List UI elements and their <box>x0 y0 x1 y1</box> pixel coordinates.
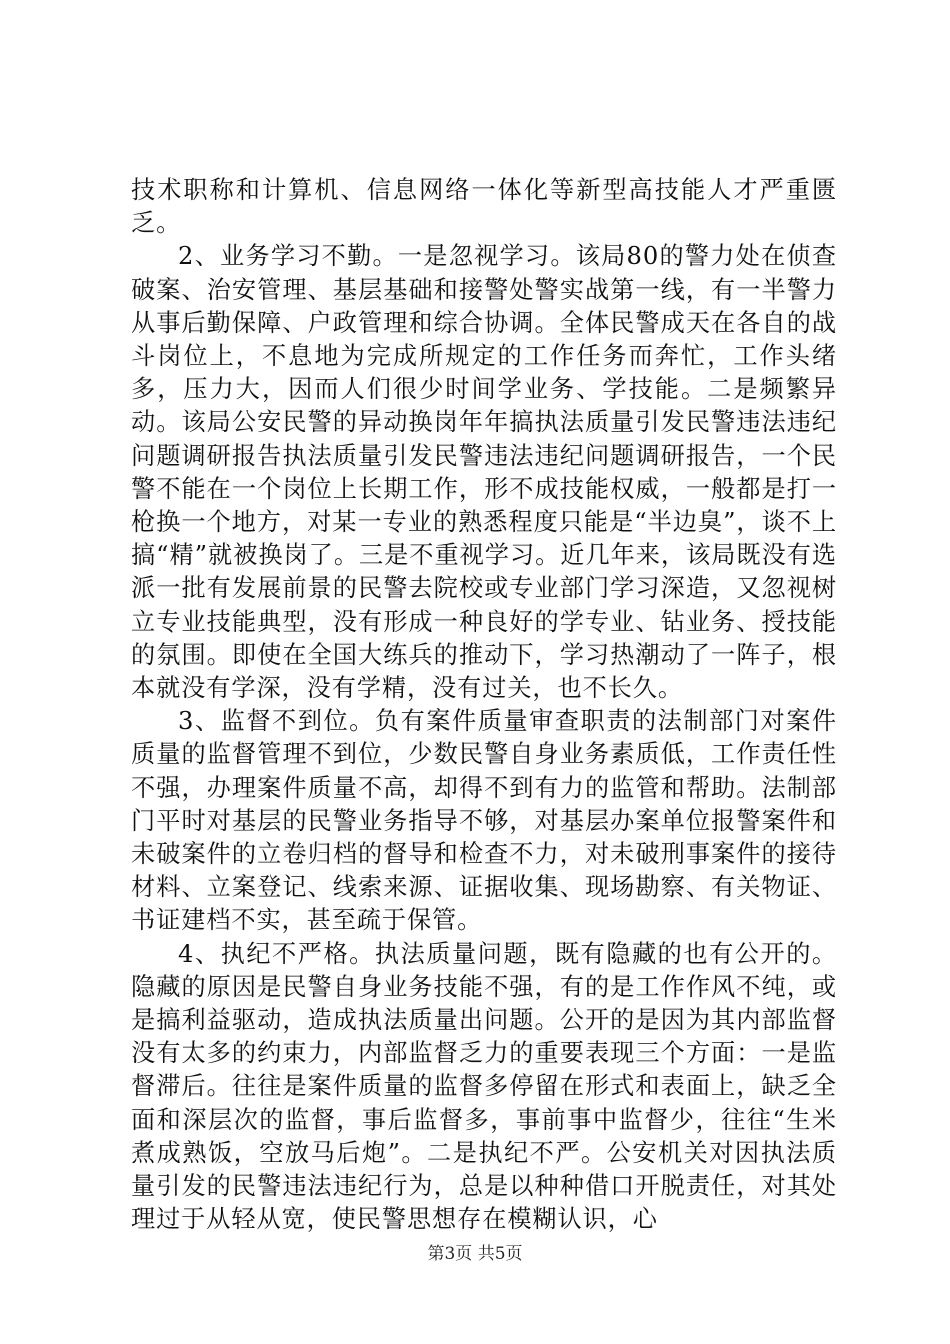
paragraph-study: 2、业务学习不勤。一是忽视学习。该局80的警力处在侦查破案、治安管理、基层基础和接警处警实战第一线，有一半警力从事后勤保障、户政管理和综合协调。全体民警成天在各自的战斗岗位上，不息地为完成所规定的工作任务而奔忙，工作头绪多，压力大，因而人们很少时间学业务、学技能。二是频繁异动。该局公安民警的异动换岗年年搞执法质量引发民警违法违纪问题调研报告执法质量引发民警违法违纪问题调研报告，一个民警不能在一个岗位上长期工作，形不成技能权威，一般都是打一枪换一个地方，对某一专业的熟悉程度只能是“半边臭”，谈不上搞“精”就被换岗了。三是不重视学习。近几年来，该局既没有选派一批有发展前景的民警去院校或专业部门学习深造，又忽视树立专业技能典型，没有形成一种良好的学专业、钻业务、授技能的氛围。即使在全国大练兵的推动下，学习热潮动了一阵子，根本就没有学深，没有学精，没有过关，也不长久。 <box>131 242 837 703</box>
document-body <box>131 174 837 1237</box>
paragraph-continuation: 技术职称和计算机、信息网络一体化等新型高技能人才严重匮乏。 <box>131 176 837 238</box>
page-footer: 第3页 共5页 <box>427 1244 523 1264</box>
paragraph-discipline: 4、执纪不严格。执法质量问题，既有隐藏的也有公开的。隐藏的原因是民警自身业务技能不强，有的是工作作风不纯，或是搞利益驱动，造成执法质量出问题。公开的是因为其内部监督没有太多的约束力，内部监督乏力的重要表现三个方面：一是监督滞后。往往是案件质量的监督多停留在形式和表面上，缺乏全面和深层次的监督，事后监督多，事前事中监督少，往往“生米煮成熟饭，空放马后炮”。二是执纪不严。公安机关对因执法质量引发的民警违法违纪行为，总是以种种借口开脱责任，对其处理过于从轻从宽，使民警思想存在模糊认识，心 <box>131 939 837 1234</box>
paragraph-supervision: 3、监督不到位。负有案件质量审查职责的法制部门对案件质量的监督管理不到位，少数民警自身业务素质低，工作责任性不强，办理案件质量不高，却得不到有力的监管和帮助。法制部门平时对基层的民警业务指导不够，对基层办案单位报警案件和未破案件的立卷归档的督导和检查不力，对未破刑事案件的接待材料、立案登记、线索来源、证据收集、现场勘察、有关物证、书证建档不实，甚至疏于保管。 <box>131 707 837 935</box>
